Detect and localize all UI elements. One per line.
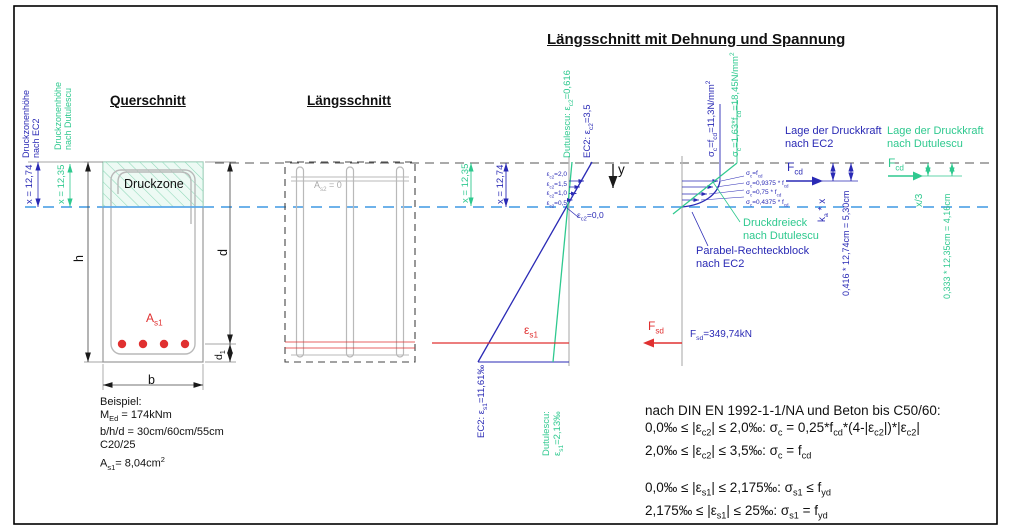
parabola-label-leader xyxy=(692,212,708,246)
stress-max-dutulescu-label: $\sigma_c=1,63*f_{cd}=18,45N/mm^2$ xyxy=(729,52,744,157)
d1-dim-label: $d_1$ xyxy=(213,350,228,360)
x-dutulescu-left-label: x = 12,35 xyxy=(56,164,67,204)
example-block: Beispiel: $M_{Ed} = 174kNm$ b/h/d = 30cm/60cm/55cm C20/25 $A_{s1}= 8,04cm^2$ xyxy=(100,396,224,472)
strain-bottom-dutulescu-label: Dutulescu: $\varepsilon_{s1}=2,13‰$ xyxy=(541,411,565,456)
zone-height-ec2-label: Druckzonenhöhe nach EC2 xyxy=(21,89,42,158)
as1-label: $A_{s1}$ xyxy=(146,311,163,328)
triangle-label: Druckdreieck nach Dutulescu xyxy=(743,217,819,242)
lever-ec2-value-label: 0,416 * 12,74cm = 5,30cm xyxy=(841,190,851,296)
fcd-ec2-label: $F_{cd}$ xyxy=(787,160,803,177)
cross-section-title: Querschnitt xyxy=(110,93,186,108)
zero-strain-label: $\varepsilon_{c2}=0,0$ xyxy=(577,210,604,223)
b-dim-label: b xyxy=(148,373,155,387)
d-dim-label: d xyxy=(216,249,230,256)
strain-bottom-ec2-label: EC2: $\varepsilon_{s1}=11,61‰$ xyxy=(476,365,489,438)
fsd-label: $F_{sd}$ xyxy=(648,319,664,336)
formulas-block: nach DIN EN 1992-1-1/NA und Beton bis C50/60: 0,0‰ ≤ $|\varepsilon_{c2}|$ ≤ 2,0‰: $\sigma_c = 0,25*f_{cd}*(4-|\varepsilon_{c2}|)*|\varepsilon_{c2}|$ 2,0‰ ≤ $|\varepsilon_{c2}|$ ≤ 3,5‰: $\sigma_c = f_{cd}$ 0,0‰ ≤ $|\varepsilon_{s1}|$ ≤ 2,175‰: $\sigma_{s1} \le f_{yd}$ 2,175‰ ≤ $|\varepsilon_{s1}|$ ≤ 25‰: $\sigma_{s1} = f_{yd}$ xyxy=(645,403,941,521)
lever-dutulescu-value-label: 0,333 * 12,35cm = 4,16cm xyxy=(942,193,952,299)
x-ec2-mid-label: x = 12,74 xyxy=(495,164,506,204)
as2-label: $A_{s2} = 0$ xyxy=(314,180,342,193)
section-cut-boundary xyxy=(285,162,415,362)
lever-dutulescu-label: x/3 xyxy=(914,193,925,207)
steel-strain-label: $\varepsilon_{s1}$ xyxy=(524,323,538,340)
bottom-reinforcement-bar xyxy=(285,342,415,348)
force-location-dutulescu-label: Lage der Druckkraft nach Dutulescu xyxy=(887,125,984,150)
triangle-label-leader xyxy=(713,182,740,222)
fsd-arrow xyxy=(643,339,682,348)
force-location-ec2-label: Lage der Druckkraft nach EC2 xyxy=(785,125,882,150)
strain-tick-labels: $\varepsilon_{c2}=2,0$ $\varepsilon_{c2}=1,5$ $\varepsilon_{c2}=1,0$ $\varepsilon_{c2}=0,5$ xyxy=(546,171,567,208)
zone-height-dutulescu-label: Druckzonenhöhe nach Dutulescu xyxy=(53,81,74,150)
stress-tick-arrows xyxy=(682,181,718,200)
stirrups xyxy=(297,167,404,357)
strain-top-dutulescu-label: Dutulescu: $\varepsilon_{c2}=0,616$ xyxy=(562,70,575,158)
fcd-dutulescu-label: $F_{cd}$ xyxy=(888,156,904,173)
lever-ec2-label: $k_a$ * x xyxy=(817,198,830,222)
main-title: Längsschnitt mit Dehnung und Spannung xyxy=(547,31,846,48)
fsd-value-label: $F_{sd}=349,74kN$ xyxy=(690,329,752,342)
x-dutulescu-mid-label: x = 12,35 xyxy=(460,163,471,203)
druckzone-label: Druckzone xyxy=(124,177,184,191)
x-ec2-left-label: x = 12,74 xyxy=(24,164,35,204)
h-dim-label: h xyxy=(72,255,86,262)
parabola-label: Parabel-Rechteckblock nach EC2 xyxy=(696,245,810,270)
stress-tick-labels: $\sigma_c=f_{cd}$ $\sigma_c=0,9375 * f_{cd}$ $\sigma_c=0,75 * f_{cd}$ $\sigma_c=0,4375 * f_{cd}$ xyxy=(746,170,789,208)
strain-top-ec2-label: EC2: $\varepsilon_{c2}=3,5$ xyxy=(582,104,595,158)
y-axis-label: y xyxy=(618,162,625,177)
longitudinal-section-title: Längsschnitt xyxy=(307,93,392,108)
stress-max-ec2-label: $\sigma_c=f_{cd}=11,3N/mm^2$ xyxy=(705,80,720,157)
